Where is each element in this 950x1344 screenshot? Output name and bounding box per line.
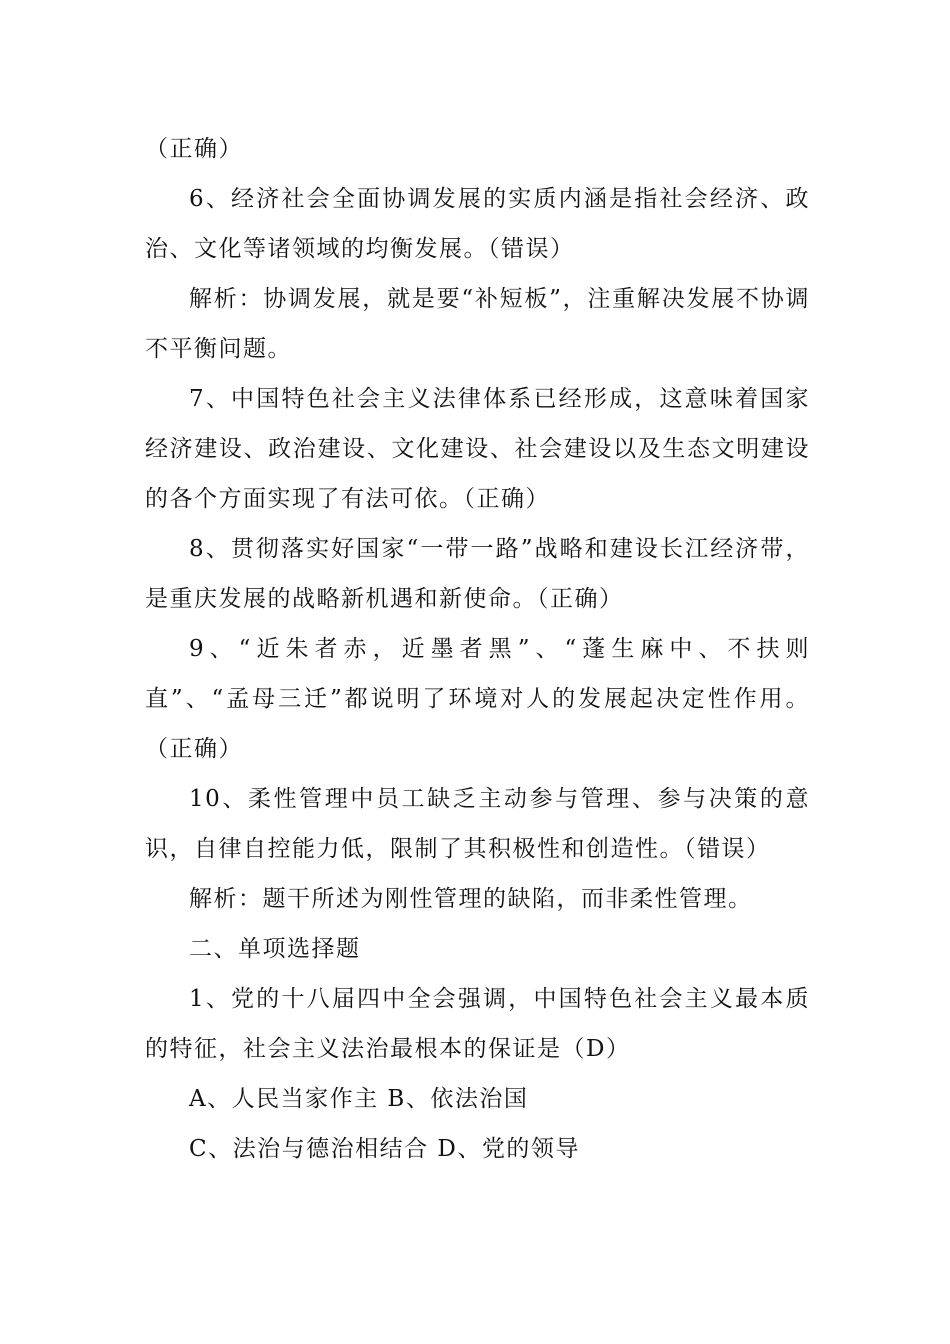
section-heading-single-choice: 二、单项选择题 — [189, 936, 361, 962]
judgment-question-6: 6、经济社会全面协调发展的实质内涵是指社会经济、政治、文化等诸领域的均衡发展。（错误） — [145, 186, 810, 262]
choice-question-1: 1、党的十八届四中全会强调，中国特色社会主义最本质的特征，社会主义法治最根本的保证是（D） — [145, 986, 810, 1062]
judgment-question-9: 9、“近朱者赤，近墨者黑”、“蓬生麻中、不扶则直”、“孟母三迁”都说明了环境对人的发展起决定性作用。（正确） — [145, 636, 810, 762]
judgment-question-7: 7、中国特色社会主义法律体系已经形成，这意味着国家经济建设、政治建设、文化建设、社会建设以及生态文明建设的各个方面实现了有法可依。（正确） — [145, 386, 810, 512]
analysis-question-6: 解析：协调发展，就是要“补短板”，注重解决发展不协调不平衡问题。 — [145, 286, 810, 362]
judgment-question-10: 10、柔性管理中员工缺乏主动参与管理、参与决策的意识，自律自控能力低，限制了其积极性和创造性。（错误） — [145, 786, 810, 862]
answer-continuation: （正确） — [145, 136, 243, 162]
choice-options-cd: C、法治与德治相结合 D、党的领导 — [189, 1136, 580, 1162]
document-body — [145, 124, 810, 1174]
choice-options-ab: A、人民当家作主 B、依法治国 — [189, 1086, 529, 1112]
analysis-question-10: 解析：题干所述为刚性管理的缺陷，而非柔性管理。 — [189, 886, 753, 912]
judgment-question-8: 8、贯彻落实好国家“一带一路”战略和建设长江经济带，是重庆发展的战略新机遇和新使命。（正确） — [145, 536, 810, 612]
